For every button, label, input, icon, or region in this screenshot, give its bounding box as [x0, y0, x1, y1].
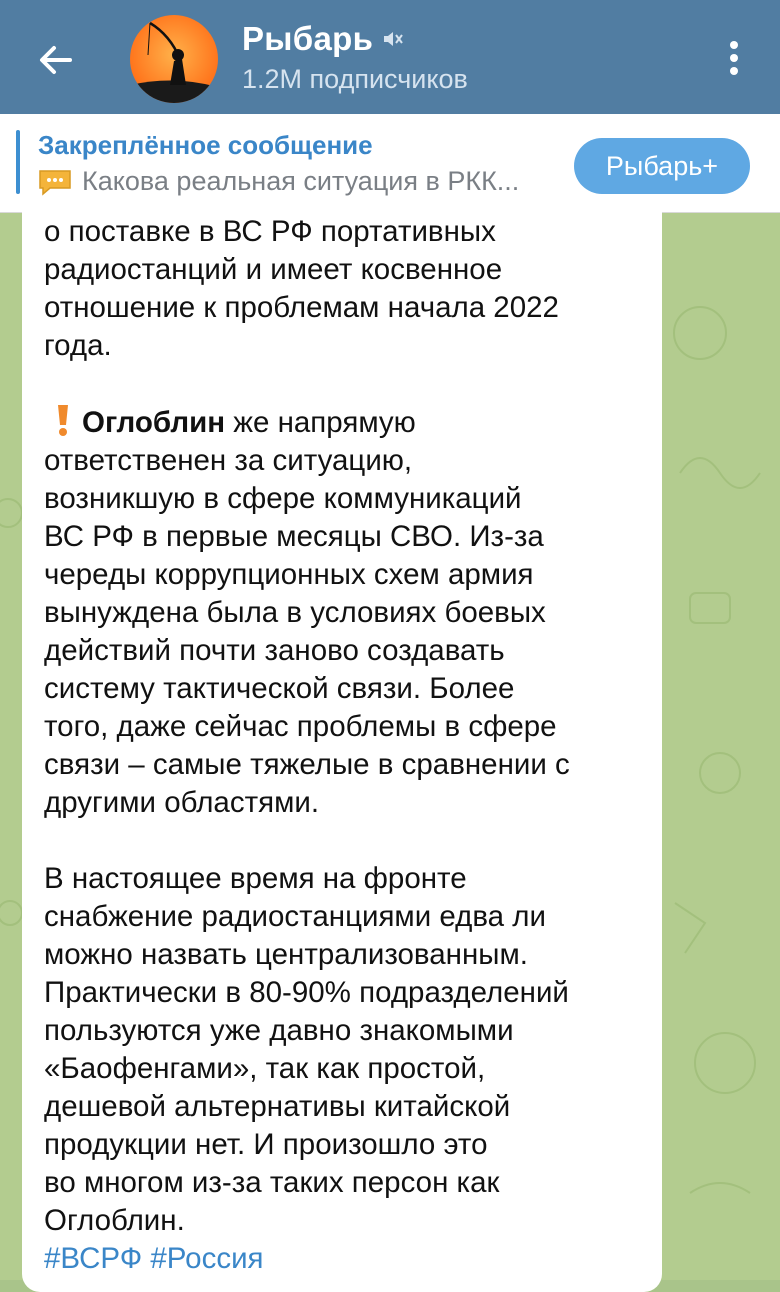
pinned-title: Закреплённое сообщение [38, 130, 373, 160]
message-line: систему тактической связи. Более [44, 672, 515, 705]
message-line: возникшую в сфере коммуникаций [44, 482, 522, 515]
message-line: действий почти заново создавать [44, 634, 505, 667]
speech-bubble-emoji-icon [38, 168, 72, 196]
pinned-indicator [16, 130, 20, 194]
message-text [44, 213, 654, 1278]
message-line: «Баофенгами», так как простой, [44, 1052, 486, 1085]
paragraph-1 [44, 213, 654, 365]
hashtags-link[interactable]: #ВСРФ #Россия [44, 1242, 264, 1275]
message-line: Практически в 80-90% подразделений [44, 976, 569, 1009]
channel-avatar[interactable] [130, 15, 218, 103]
message-line: Оглоблин. [44, 1204, 185, 1237]
subscriber-count: 1.2M подписчиков [242, 64, 468, 94]
message-line: дешевой альтернативы китайской [44, 1090, 511, 1123]
message-line: другими областями. [44, 786, 320, 819]
chat-header [0, 0, 780, 114]
back-arrow-icon[interactable] [34, 38, 78, 82]
message-line: во многом из-за таких персон как [44, 1166, 500, 1199]
paragraph-2-first-rest: же напрямую [225, 406, 416, 439]
message-line: года. [44, 329, 112, 362]
title-row[interactable] [242, 20, 405, 58]
message-line: связи – самые тяжелые в сравнении с [44, 748, 570, 781]
message-line: ответственен за ситуацию, [44, 444, 413, 477]
paragraph-2-first-line [44, 403, 654, 442]
pinned-text: Какова реальная ситуация в РКК... [82, 166, 520, 196]
message-line: радиостанций и имеет косвенное [44, 253, 503, 286]
more-vertical-icon[interactable] [716, 36, 752, 80]
message-line: В настоящее время на фронте [44, 862, 467, 895]
message-line: продукции нет. И произошло это [44, 1128, 488, 1161]
muted-speaker-icon [381, 27, 405, 51]
bold-name: Оглоблин [82, 406, 226, 439]
exclamation-emoji-icon [52, 403, 74, 437]
message-line: можно назвать централизованным. [44, 938, 528, 971]
channel-title: Рыбарь [242, 20, 374, 57]
message-line: отношение к проблемам начала 2022 [44, 291, 559, 324]
fisherman-logo-icon [130, 15, 218, 103]
message-line: череды коррупционных схем армия [44, 558, 534, 591]
message-line: ВС РФ в первые месяцы СВО. Из-за [44, 520, 544, 553]
message-line: снабжение радиостанциями едва ли [44, 900, 546, 933]
message-line: пользуются уже давно знакомыми [44, 1014, 514, 1047]
pinned-preview [38, 166, 519, 197]
message-line: того, даже сейчас проблемы в сфере [44, 710, 557, 743]
paragraph-3 [44, 860, 654, 1240]
rybar-plus-button[interactable]: Рыбарь+ [574, 138, 750, 194]
message-line: о поставке в ВС РФ портативных [44, 215, 496, 248]
paragraph-2 [44, 442, 654, 822]
message-line: вынуждена была в условиях боевых [44, 596, 546, 629]
